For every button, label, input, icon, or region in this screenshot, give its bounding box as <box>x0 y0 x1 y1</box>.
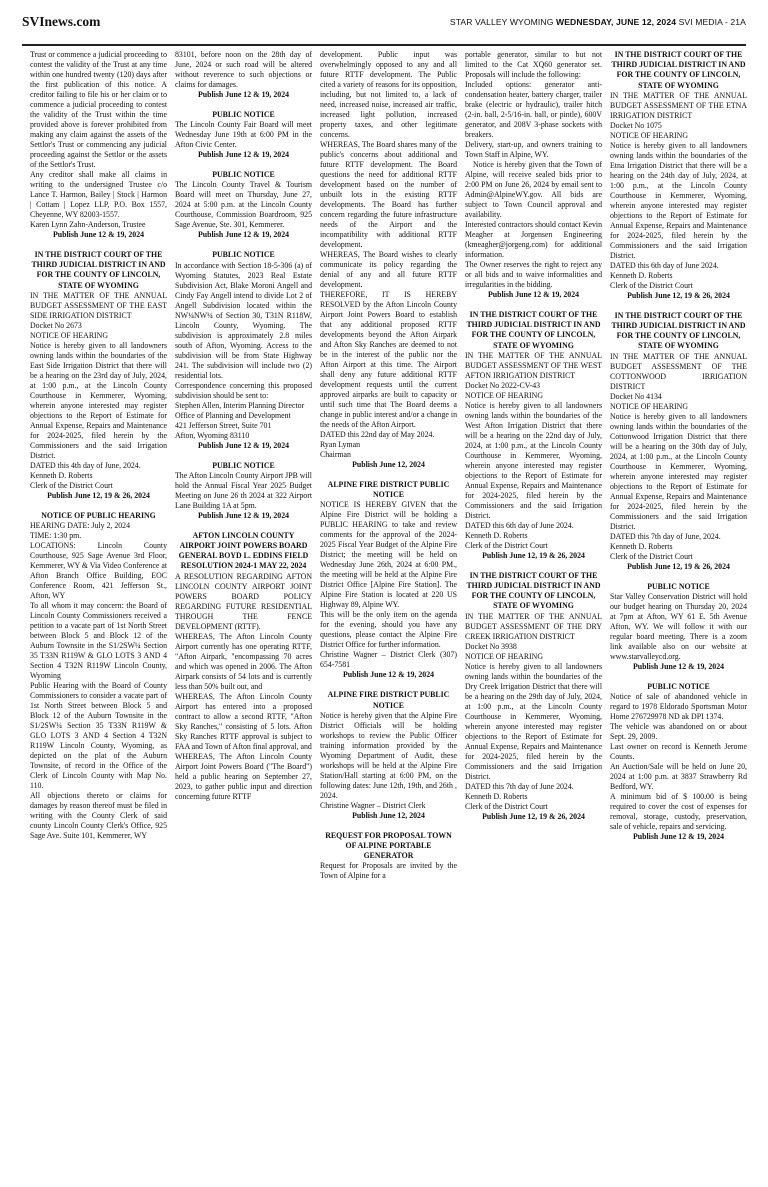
notice-divider <box>175 160 312 170</box>
notice-paragraph: The Afton Lincoln County Airport JPB will hold the Annual Fiscal Year 2025 Budget Meeting on June 26 th 2024 at 322 Airport Lane Building 1A at 5pm. <box>175 470 312 510</box>
notice-paragraph: Christine Wagner – District Clerk (307) 654-7581 <box>320 650 457 670</box>
notice-paragraph: development. Public input was overwhelmingly opposed to any and all future RTTF development. The Public cited a variety of reasons for its opposition, including, but not limited to, a lack of need, increased noise, increased air traffic, increased light pollution, increased property taxes, and other legitimate concerns. <box>320 50 457 139</box>
publish-dates: Publish June 12 & 19, 2024 <box>197 510 290 520</box>
publish-dates: Publish June 12 & 19, 2024 <box>52 230 145 239</box>
notice-heading: REQUEST FOR PROPOSAL TOWN OF ALPINE PORTABLE GENERATOR <box>325 830 452 861</box>
notice-paragraph: Correspondence concerning this proposed subdivision should be sent to: <box>175 380 312 400</box>
notice-heading: PUBLIC NOTICE <box>212 250 275 260</box>
legal-notices-columns <box>30 50 748 1180</box>
notice-paragraph: Notice is hereby given to all landowners owning lands within the boundaries of the East Side Irrigation District that there will be a hearing on the 23rd day of July, 2024, at 1:00 p.m., at the Lincoln County Courthouse in Kemmerer, Wyoming, wherein anyone interested may register objections to the Report of Estimate for Annual Expense, Repairs and Maintenance for 2024-2025, filed herein by the Commissioners and the said Irrigation District. <box>30 340 167 460</box>
column-2 <box>175 50 312 1178</box>
notice-paragraph: Afton, Wyoming 83110 <box>175 430 250 440</box>
notice-heading: PUBLIC NOTICE <box>647 681 710 691</box>
notice-paragraph: Christine Wagner – District Clerk <box>320 800 426 810</box>
notice-divider <box>610 301 747 311</box>
notice-paragraph: NOTICE IS HEREBY GIVEN that the Alpine Fire District will be holding a PUBLIC HEARING to take and review comments for the approval of the 2024-2025 Fiscal Year Budget of the Alpine Fire District; the meeting will be held on Wednesday June 26th, 2024 at 6:00 PM., the meeting will be held at the Alpine Fire District Office [Alpine Fire Station]. The Alpine Fire Station is located at 220 US Highway 89, Alpine WY. <box>320 500 457 610</box>
notice-divider <box>320 470 457 480</box>
notice-paragraph: HEARING DATE: July 2, 2024 <box>30 521 131 531</box>
notice-paragraph: Clerk of the District Court <box>465 540 548 550</box>
notice-divider <box>30 501 167 511</box>
publish-dates: Publish June 12, 2024 <box>352 810 425 820</box>
notice-paragraph: DATED this 7th day of June 2024. <box>465 781 574 791</box>
notice-paragraph: Included options: generator anti-condensation heater, battery charger, trailer brake (electric or hydraulic), trailer hitch (2-in. ball, 2-5/16-in. ball, or pintle), 600V generator, and 208V 3-phase sockets with breakers. <box>465 80 602 139</box>
notice-paragraph: Public Hearing with the Board of County Commissioners to consider a vacate part of 1st North Street between Block 5 and Block 12 of the Auburn Townsite in the S1/2SW¼ Section 35 T33N R119W & GLO LOTS 3 AND 4 Section 4 T32N R119W Lincoln County, Wyoming, as depicted on the plat of the Auburn Townsite, of record in the Office of the Clerk of Lincoln County with Map No. 110. <box>30 681 167 791</box>
notice-paragraph: Chairman <box>320 450 351 459</box>
notice-divider <box>175 451 312 461</box>
notice-paragraph: Clerk of the District Court <box>610 551 693 561</box>
notice-heading: PUBLIC NOTICE <box>212 460 275 470</box>
notice-heading: AFTON LINCOLN COUNTY AIRPORT JOINT POWERS BOARD GENERAL BOYD L. EDDINS FIELD RESOLUTION 2024-1 MAY 22, 2024 <box>178 530 309 571</box>
notice-paragraph: IN THE MATTER OF THE ANNUAL BUDGET ASSESSMENT OF THE EAST SIDE IRRIGATION DISTRICT <box>30 290 167 320</box>
notice-heading: IN THE DISTRICT COURT OF THE THIRD JUDICIAL DISTRICT IN AND FOR THE COUNTY OF LINCOLN, STATE OF WYOMING <box>466 570 601 611</box>
publish-dates: Publish June 12, 19 & 26, 2024 <box>627 290 730 300</box>
publish-dates: Publish June 12, 19 & 26, 2024 <box>482 550 585 560</box>
notice-paragraph: Notice is hereby given to all landowners owning lands within the boundaries of the Cottonwood Irrigation District that there will be a hearing on the 30th day of July, 2024, at 1:00 p.m., at the Lincoln County Courthouse in Kemmerer, Wyoming, wherein anyone interested may register objections to the Report of Estimate for Annual Expense, Repairs and Maintenance for 2024-2025, filed herein by the Commissioners and the said Irrigation District. <box>610 411 747 531</box>
notice-paragraph: DATED this 22nd day of May 2024. <box>320 430 435 439</box>
notice-paragraph: In accordance with Section 18-5-306 (a) of Wyoming Statutes, 2023 Real Estate Subdivision Act, Blake Moroni Angell and Cindy Fay Angell intend to divide Lot 2 of Angell Subdivision located within the NW¼NW¼ of Section 30, T31N R118W, Lincoln County, Wyoming. The subdivision is approximately 2.8 miles south of Afton, Wyoming. Access to the subdivision will be from State Highway 241. The subdivision will include two (2) residential lots. <box>175 260 312 380</box>
publish-dates: Publish June 12 & 19, 2024 <box>197 440 290 450</box>
publish-dates: Publish June 12, 19 & 26, 2024 <box>482 811 585 821</box>
notice-divider <box>610 572 747 582</box>
notice-paragraph: Notice is hereby given that the Alpine Fire District Officials will be holding workshops to review the Public Officer training information provided by the Wyoming Department of Audit, these workshops will be held at the Alpine Fire Station/Hall starting at 6:00 PM, on the following dates: June 12th, 19th, and 26th , 2024. <box>320 710 457 800</box>
notice-paragraph: Docket No 1075 <box>610 120 662 130</box>
notice-paragraph: IN THE MATTER OF THE ANNUAL BUDGET ASSESSMENT OF THE WEST AFTON IRRIGATION DISTRICT <box>465 350 602 380</box>
notice-heading: PUBLIC NOTICE <box>212 170 275 180</box>
notice-paragraph: The vehicle was abandoned on or about Sept. 29, 2009. <box>610 722 747 742</box>
notice-paragraph: NOTICE OF HEARING <box>610 130 688 140</box>
notice-paragraph: NOTICE OF HEARING <box>30 330 108 340</box>
notice-heading: IN THE DISTRICT COURT OF THE THIRD JUDICIAL DISTRICT IN AND FOR THE COUNTY OF LINCOLN, STATE OF WYOMING <box>31 250 166 290</box>
publish-dates: Publish June 12 & 19, 2024 <box>197 150 290 160</box>
notice-heading: IN THE DISTRICT COURT OF THE THIRD JUDICIAL DISTRICT IN AND FOR THE COUNTY OF LINCOLN, STATE OF WYOMING <box>611 310 746 351</box>
notice-paragraph: An Auction/Sale will be held on June 20, 2024 at 1:00 p.m. at 3837 Strawberry Rd Bedford, WY. <box>610 762 747 792</box>
notice-paragraph: Docket No 2022-CV-43 <box>465 380 541 390</box>
publish-dates: Publish June 12, 19 & 26, 2024 <box>627 561 730 571</box>
notice-paragraph: Notice of sale of abandoned vehicle in regard to 1978 Eldorado Sportsman Motor Home 276729978 ND ak DPI 1374. <box>610 692 747 722</box>
issue-date: WEDNESDAY, JUNE 12, 2024 <box>556 17 677 27</box>
column-4 <box>465 50 602 1178</box>
notice-heading: PUBLIC NOTICE <box>212 110 275 119</box>
notice-paragraph: Last owner on record is Kenneth Jerome Counts. <box>610 742 747 762</box>
publication-line <box>450 17 746 27</box>
notice-divider <box>30 240 167 250</box>
column-5 <box>610 50 747 1178</box>
notice-paragraph: The Lincoln County Travel & Tourism Board will meet on Thursday, June 27, 2024 at 5:00 p.m. at the Lincoln County Courthouse, Commission Boardroom, 925 Sage Avenue, Ste. 301, Kemmerer. <box>175 180 312 230</box>
notice-paragraph: Notice is hereby given to all landowners owning lands within the boundaries of the Etna Irrigation District that there will be a hearing on the 24th day of July, 2024, at 1:00 p.m., at the Lincoln County Courthouse in Kemmerer, Wyoming, wherein anyone interested may register objections to the Report of Estimate for Annual Expense, Repairs and Maintenance for 2024-2025, filed herein by the Commissioners and the said Irrigation District. <box>610 140 747 260</box>
notice-paragraph: WHEREAS, The Board shares many of the public's concerns about additional and future RTTF development. The Board questions the need for additional RTTF development based on the number of unbuilt lots in the existing RTTF developments. The Board has further concern regarding the future infrastructure needs of the Airport and the incompatibility with additional RTTF development. <box>320 140 457 249</box>
notice-paragraph: IN THE MATTER OF THE ANNUAL BUDGET ASSESSMENT OF THE DRY CREEK IRRIGATION DISTRICT <box>465 611 602 641</box>
notice-paragraph: Kenneth D. Roberts <box>30 470 93 480</box>
notice-paragraph: DATED this 6th day of June 2024. <box>610 260 719 270</box>
notice-paragraph: Office of Planning and Development <box>175 410 291 420</box>
publish-dates: Publish June 12, 19 & 26, 2024 <box>47 490 150 500</box>
notice-paragraph: LOCATIONS: Lincoln County Courthouse, 925 Sage Avenue 3rd Floor, Kemmerer, WY & Via Video Conference at Afton Branch Office Building, EOC Conference Room, 421 Jefferson St., Afton, WY <box>30 541 167 601</box>
notice-paragraph: DATED this 4th day of June, 2024. <box>30 460 141 470</box>
notice-divider <box>465 561 602 571</box>
notice-paragraph: All objections thereto or claims for damages by reason thereof must be filed in writing with the County Clerk of said county Lincoln County Clerk's Office, 925 Sage Ave. Suite 101, Kemmerer, WY <box>30 791 167 841</box>
notice-paragraph: A minimum bid of $ 100.00 is being required to cover the cost of expenses for removal, storage, custody, preservation, sale of vehicle, repairs and servicing. <box>610 792 747 832</box>
publish-dates: Publish June 12 & 19, 2024 <box>632 832 725 842</box>
notice-paragraph: WHEREAS, The Afton Lincoln County Airport currently has one operating RTTF, "Afton Airpark, "encompassing 70 acres and which was opened in 2006. The Afton Airpark consists of 54 lots and is currently less than 50% built out, and <box>175 631 312 691</box>
notice-paragraph: Ryan Lyman <box>320 440 360 449</box>
notice-paragraph: Interested contractors should contact Kevin Meagher at Jorgensen Engineering (kmeagher@jorgeng.com) for additional information. <box>465 220 602 259</box>
notice-paragraph: Kenneth D. Roberts <box>610 270 673 280</box>
notice-paragraph: DATED this 7th day of June, 2024. <box>610 531 721 541</box>
notice-divider <box>465 300 602 310</box>
notice-paragraph: Docket No 2673 <box>30 320 82 330</box>
notice-paragraph: Docket No 3938 <box>465 641 517 651</box>
notice-paragraph: Notice is hereby given to all landowners owning lands within the boundaries of the Dry Creek Irrigation District that there will be a hearing on the 29th day of July, 2024, at 1:00 p.m., at the Lincoln County Courthouse in Kemmerer, Wyoming, wherein anyone interested may register objections to the Report of Estimate for Annual Expense, Repairs and Maintenance for 2024-2025, filed herein by the Commissioners and the said Irrigation District. <box>465 661 602 781</box>
notice-divider <box>175 521 312 531</box>
notice-paragraph: Request for Proposals are invited by the Town of Alpine for a <box>320 861 457 881</box>
notice-paragraph: Clerk of the District Court <box>30 480 113 490</box>
publish-dates: Publish June 12 & 19, 2024 <box>197 90 290 99</box>
notice-paragraph: Kenneth D. Roberts <box>610 541 673 551</box>
publish-dates: Publish June 12 & 19, 2024 <box>632 661 725 671</box>
notice-heading: ALPINE FIRE DISTRICT PUBLIC NOTICE <box>327 690 450 710</box>
notice-heading: IN THE DISTRICT COURT OF THE THIRD JUDICIAL DISTRICT IN AND FOR THE COUNTY OF LINCOLN, STATE OF WYOMING <box>611 50 746 90</box>
notice-paragraph: portable generator, similar to but not limited to the Cat XQ60 generator set. Proposals will include the following: <box>465 50 602 79</box>
notice-paragraph: Stephen Allen, Interim Planning Director <box>175 400 305 410</box>
notice-paragraph: 83101, before noon on the 28th day of June, 2024 or such road will be altered without reverence to such objections or claims for damages. <box>175 50 312 89</box>
notice-heading: PUBLIC NOTICE <box>647 581 710 591</box>
notice-paragraph: Any creditor shall make all claims in writing to the undersigned Trustee c/o Lance T. Harmon, Bailey | Stock | Harmon | Cottam | Lopez LLP, P.O. Box 1557, Cheyenne, WY 82003-1557. <box>30 170 167 219</box>
notice-paragraph: Star Valley Conservation District will hold our budget hearing on Thursday 20, 2024 at 7pm at Afton, WY 61 E. 5th Avenue Afton, WY. We will follow it with our regular board meeting. There is a zoom link available also on our website at www.starvalleycd.org. <box>610 591 747 661</box>
site-name[interactable]: SVInews.com <box>22 14 101 29</box>
notice-paragraph: The Lincoln County Fair Board will meet Wednesday June 19th at 6:00 PM in the Afton Civic Center. <box>175 120 312 150</box>
page-header <box>22 0 746 46</box>
notice-paragraph: Trust or commence a judicial proceeding to contest the validity of the Trust at any time within one hundred twenty (120) days after the first publication of this notice. A creditor failing to file his or her claim or to commence a judicial proceeding to contest the validity of the Trust within the time provided above is forever prohibited from making any claim against the assets of the Settlor's Trust or commencing any judicial proceeding against the Settlor or the assets of the Settlor's Trust. <box>30 50 167 169</box>
notice-paragraph: THEREFORE, IT IS HEREBY RESOLVED by the Afton Lincoln County Airport Joint Powers Board to establish that any additional proposed RTTF developments beyond the Afton Airpark and Afton Sky Ranches are deemed to not be in the interest of the public nor the Afton Airport at this time. The Airport shall deny any future additional RTTF development requests until the current approved airparks are built to capacity or until such time that The Board deems a change in public interest and/or a change in the needs of the Afton Airport. <box>320 290 457 429</box>
notice-paragraph: 421 Jefferson Street, Suite 701 <box>175 420 272 430</box>
notice-paragraph: The Owner reserves the right to reject any or all bids and to waive informalities and irregularities in the bidding. <box>465 260 602 289</box>
column-3 <box>320 50 457 1178</box>
publish-dates: Publish June 12 & 19, 2024 <box>197 230 290 240</box>
notice-divider <box>610 672 747 682</box>
notice-paragraph: NOTICE OF HEARING <box>465 651 543 661</box>
notice-paragraph: Clerk of the District Court <box>465 801 548 811</box>
notice-paragraph: IN THE MATTER OF THE ANNUAL BUDGET ASSESSMENT OF THE ETNA IRRIGATION DISTRICT <box>610 90 747 120</box>
notice-heading: ALPINE FIRE DISTRICT PUBLIC NOTICE <box>327 480 450 500</box>
notice-paragraph: Karen Lynn Zahn-Anderson, Trustee <box>30 220 146 229</box>
column-1 <box>30 50 167 1178</box>
notice-divider <box>175 100 312 110</box>
notice-paragraph: DATED this 6th day of June 2024. <box>465 520 574 530</box>
publish-dates: Publish June 12 & 19, 2024 <box>487 290 580 299</box>
notice-paragraph: Clerk of the District Court <box>610 280 693 290</box>
notice-paragraph: Kenneth D. Roberts <box>465 791 528 801</box>
publish-dates: Publish June 12 & 19, 2024 <box>342 670 435 680</box>
notice-divider <box>320 821 457 831</box>
notice-paragraph: WHEREAS, The Afton Lincoln County Airport has entered into a proposed contract to allow a second RTTF, "Afton Sky Ranches," consisting of 5 lots. Afton Sky Ranches RTTF approval is subject to FAA and Town of Afton final approval, and <box>175 691 312 751</box>
notice-divider <box>320 680 457 690</box>
notice-paragraph: To all whom it may concern: the Board of Lincoln County Commissioners received a petition to a vacate part of 1st North Street between Block 5 and Block 12 of the Auburn Townsite in the S1/2SW¼ Section 35 T33N R119W & GLO LOTS 3 AND 4 Section 4 T32N R119W Lincoln County, Wyoming <box>30 601 167 681</box>
notice-paragraph: IN THE MATTER OF THE ANNUAL BUDGET ASSESSMENT OF THE COTTONWOOD IRRIGATION DISTRICT <box>610 351 747 391</box>
notice-paragraph: Kenneth D. Roberts <box>465 530 528 540</box>
publish-dates: Publish June 12, 2024 <box>352 460 425 469</box>
notice-divider <box>175 240 312 250</box>
notice-paragraph: Notice is hereby given that the Town of Alpine, will receive sealed bids prior to 2:00 PM on June 26, 2024 by email sent to Admin@AlpineWY.gov. All bids are subject to Town Council approval and availability. <box>465 160 602 219</box>
section-page: SVI MEDIA - 21A <box>678 17 746 27</box>
notice-paragraph: Delivery, start-up, and owners training to Town Staff in Alpine, WY. <box>465 140 602 159</box>
paper-name: STAR VALLEY WYOMING <box>449 17 554 27</box>
notice-paragraph: TIME: 1:30 pm. <box>30 531 82 541</box>
notice-paragraph: NOTICE OF HEARING <box>465 390 543 400</box>
notice-paragraph: A RESOLUTION REGARDING AFTON LINCOLN COUNTY AIRPORT JOINT POWERS BOARD POLICY REGARDING FUTURE RESIDENTIAL THROUGH THE FENCE DEVELOPMENT (RTTF). <box>175 571 312 631</box>
notice-paragraph: Docket No 4134 <box>610 391 662 401</box>
notice-paragraph: Notice is hereby given to all landowners owning lands within the boundaries of the West Afton Irrigation District that there will be a hearing on the 22nd day of July, 2024, at 1:00 p.m., at the Lincoln County Courthouse in Kemmerer, Wyoming, wherein anyone interested may register objections to the Report of Estimate for Annual Expense, Repairs and Maintenance for 2024-2025, filed herein by the Commissioners and the said Irrigation District. <box>465 400 602 520</box>
notice-paragraph: NOTICE OF HEARING <box>610 401 688 411</box>
notice-heading: NOTICE OF PUBLIC HEARING <box>41 510 156 520</box>
notice-paragraph: This will be the only item on the agenda for the evening, should you have any questions, please contact the Alpine Fire District Office for further information. <box>320 610 457 650</box>
notice-paragraph: WHEREAS, The Afton Lincoln County Airport Joint Powers Board ("The Board") held a public hearing on September 27, 2023, to gather public input and direction concerning future RTTF <box>175 751 312 801</box>
notice-paragraph: WHEREAS, The Board wishes to clearly communicate its policy regarding the denial of any and all future RTTF development. <box>320 250 457 289</box>
notice-heading: IN THE DISTRICT COURT OF THE THIRD JUDICIAL DISTRICT IN AND FOR THE COUNTY OF LINCOLN, STATE OF WYOMING <box>466 310 601 350</box>
